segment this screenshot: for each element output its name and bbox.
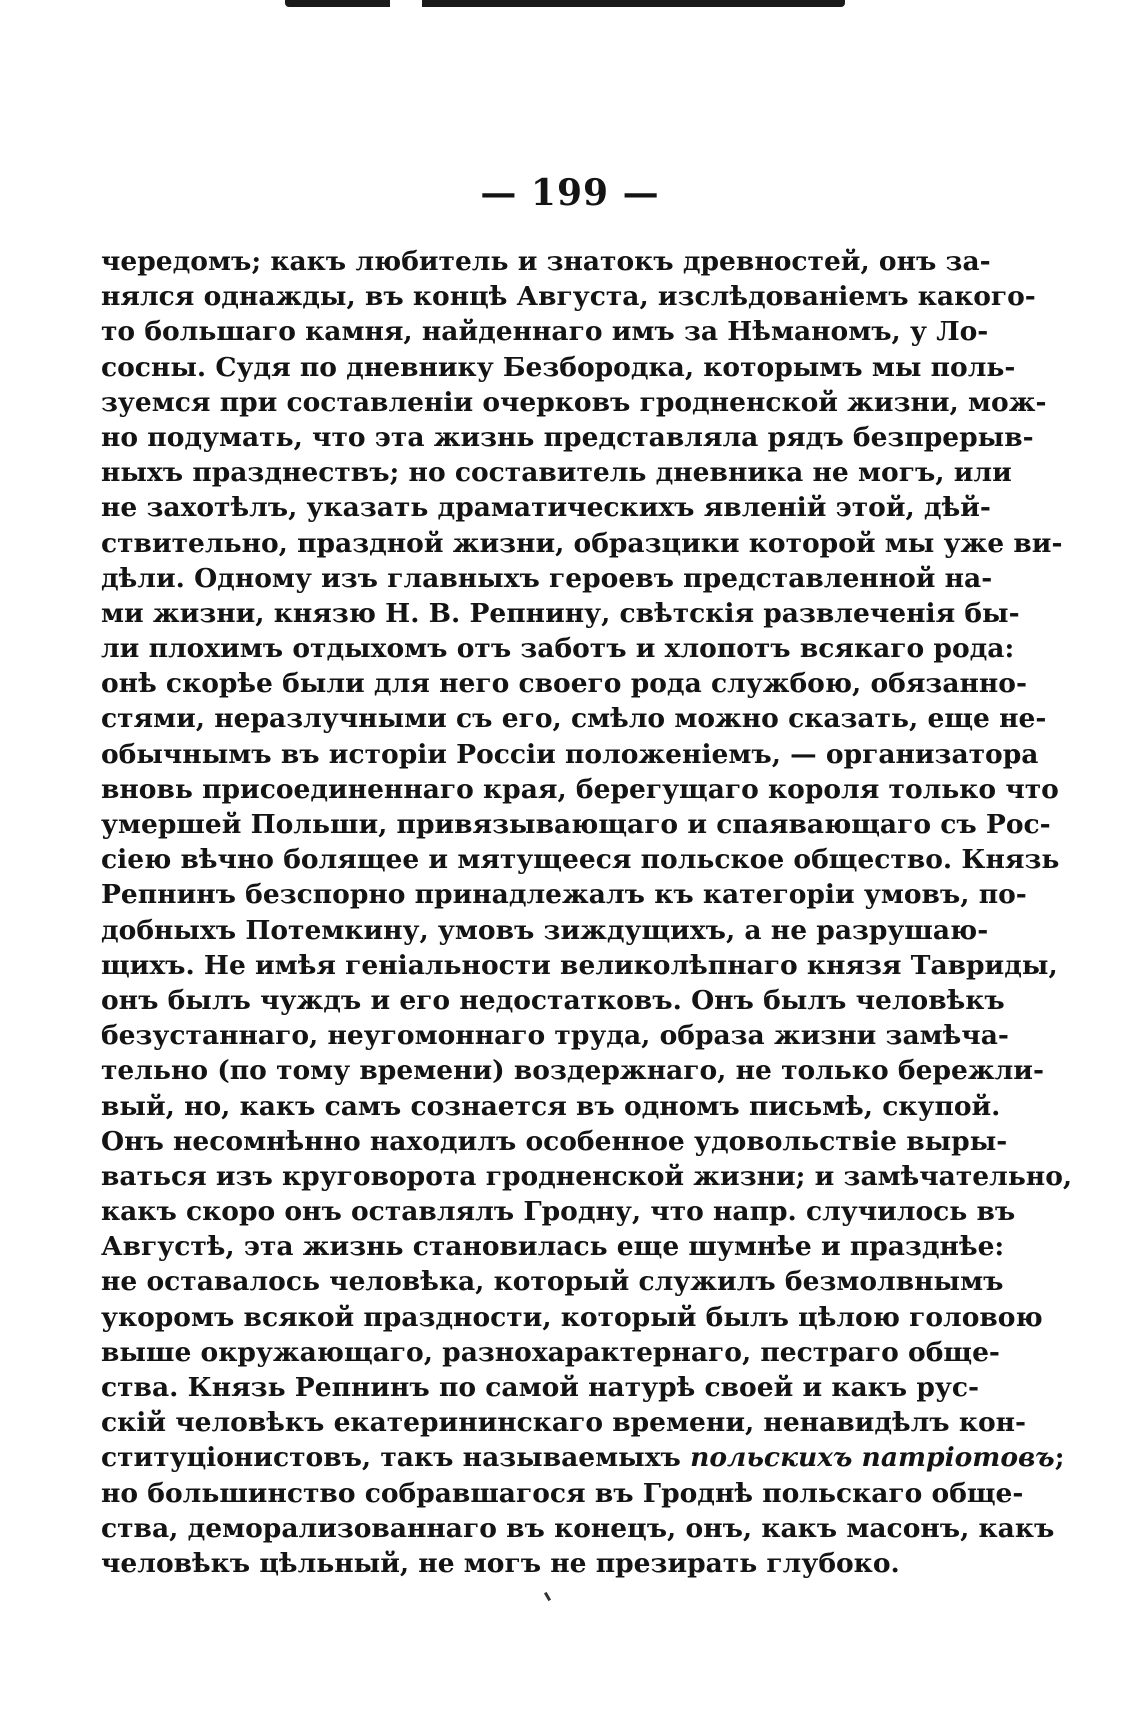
text-line: Репнинъ безспорно принадлежалъ къ категоріи умовъ, по- (101, 879, 1027, 911)
text-line: Августѣ, эта жизнь становилась еще шумнѣе и празднѣе: (101, 1231, 1005, 1263)
text-line: скій человѣкъ екатерининскаго времени, ненавидѣлъ кон- (101, 1407, 1027, 1439)
text-line: не оставалось человѣка, который служилъ безмолвнымъ (101, 1266, 1004, 1298)
text-line: не захотѣлъ, указать драматическихъ явленій этой, дѣй- (101, 492, 991, 524)
text-line: нялся однажды, въ концѣ Августа, изслѣдованіемъ какого- (101, 281, 1036, 313)
text-line-with-italic (101, 1440, 1065, 1475)
text-line: стями, неразлучными съ его, смѣло можно сказать, еще не- (101, 703, 1047, 735)
top-border-rule (285, 0, 845, 7)
text-line: чередомъ; какъ любитель и знатокъ древностей, онъ за- (101, 246, 991, 277)
text-line: безустаннаго, неугомоннаго труда, образа жизни замѣча- (101, 1020, 1009, 1052)
text-line-last: человѣкъ цѣльный, не могъ не презирать глубоко. (101, 1547, 900, 1579)
text-line: вновь присоединеннаго края, берегущаго короля только что (101, 773, 1059, 805)
text-line: ства. Князь Репнинъ по самой натурѣ своей и какъ рус- (101, 1372, 979, 1403)
text-line: ства, деморализованнаго въ конецъ, онъ, какъ масонъ, какъ (101, 1512, 1055, 1544)
text-line: выше окружающаго, разнохарактернаго, пестраго обще- (101, 1336, 1000, 1368)
text-line: но большинство собравшагося въ Гроднѣ польскаго обще- (101, 1477, 1024, 1509)
text-segment-punctuation: ; (1054, 1442, 1065, 1474)
text-line: ныхъ празднествъ; но составитель дневника не могъ, или (101, 457, 1012, 489)
text-line: обычнымъ въ исторіи Россіи положеніемъ, — организатора (101, 738, 1039, 770)
italic-phrase: польскихъ патріотовъ (690, 1442, 1055, 1474)
text-line: зуемся при составленіи очерковъ гродненской жизни, мож- (101, 386, 1047, 418)
text-line: Онъ несомнѣнно находилъ особенное удовольствіе выры- (101, 1125, 1008, 1157)
text-line: онѣ скорѣе были для него своего рода службою, обязанно- (101, 668, 1027, 700)
stray-print-mark (544, 1592, 551, 1601)
text-line: добныхъ Потемкину, умовъ зиждущихъ, а не разрушаю- (101, 914, 989, 946)
text-line: какъ скоро онъ оставлялъ Гродну, что напр. случилось въ (101, 1196, 1016, 1228)
text-line: ствительно, праздной жизни, образцики которой мы уже ви- (101, 527, 1063, 559)
text-line: вый, но, какъ самъ сознается въ одномъ письмѣ, скупой. (101, 1090, 1001, 1122)
top-border-gap (390, 0, 422, 7)
text-line: сосны. Судя по дневнику Безбородка, которымъ мы поль- (101, 351, 1016, 383)
text-line: ли плохимъ отдыхомъ отъ заботъ и хлопотъ всякаго рода: (101, 633, 1015, 665)
text-line: ми жизни, князю Н. В. Репнину, свѣтскія развлеченія бы- (101, 597, 1020, 629)
text-line: щихъ. Не имѣя геніальности великолѣпнаго князя Тавриды, (101, 949, 1058, 981)
text-line: тельно (по тому времени) воздержнаго, не только бережли- (101, 1055, 1044, 1087)
page-number: — 199 — (480, 172, 660, 214)
page-body-text (101, 244, 1073, 1581)
text-line: дѣли. Одному изъ главныхъ героевъ представленной на- (101, 562, 993, 594)
text-line: укоромъ всякой праздности, который былъ цѣлою головою (101, 1301, 1043, 1333)
text-line: но подумать, что эта жизнь представляла рядъ безпрерыв- (101, 421, 1034, 453)
text-line: сіею вѣчно болящее и мятущееся польское общество. Князь (101, 844, 1060, 876)
text-line: умершей Польши, привязывающаго и спаявающаго съ Рос- (101, 809, 1051, 840)
text-line: ваться изъ круговорота гродненской жизни; и замѣчательно, (101, 1160, 1073, 1192)
text-segment: ституціонистовъ, такъ называемыхъ (101, 1442, 681, 1474)
text-line: то большаго камня, найденнаго имъ за Нѣманомъ, у Ло- (101, 316, 989, 348)
text-line: онъ былъ чуждъ и его недостатковъ. Онъ былъ человѣкъ (101, 984, 1005, 1016)
